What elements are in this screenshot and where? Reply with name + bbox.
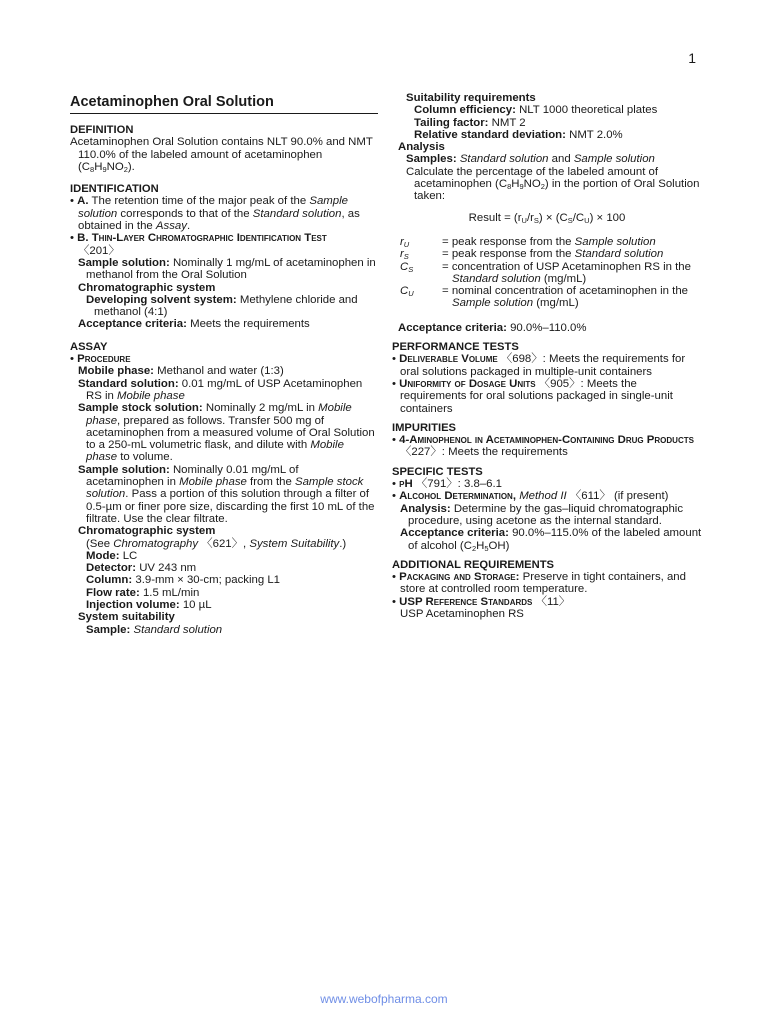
alcohol-test: • Alcohol Determination, Method II 〈611〉 (if present): [392, 490, 669, 503]
suitability-requirements: Suitability requirements Column efficiency: NLT 1000 theoretical plates Tailing factor: NMT 2 Relative standard deviation: NMT 2.0%: [406, 92, 658, 141]
identification-a: • A. The retention time of the major peak of the Sample solution corresponds to that of the Standard solution, as obtained in the Assay.: [70, 195, 360, 233]
additional-heading: ADDITIONAL REQUIREMENTS: [392, 558, 555, 571]
identification-heading: IDENTIFICATION: [70, 183, 159, 196]
analysis: Analysis Samples: Standard solution and Sample solution Calculate the percentage of the labeled amount of acetaminophen $(C_8H_9NO_2)$ in the portion of Oral Solution taken:: [398, 141, 700, 203]
identification-b-detail: Sample solution: Nominally 1 mg/mL of acetaminophen in methanol from the Oral Solution Chromatographic system Developing solvent system: Methylene chloride and methanol (4:1) Acceptance criteria: Meets the requirements: [78, 256, 376, 331]
document-title: Acetaminophen Oral Solution: [70, 94, 378, 114]
variable-row: $C_U$ = nominal concentration of acetaminophen in the Sample solution (mg/mL): [400, 285, 689, 310]
formula-variables: [400, 236, 702, 310]
variable-row: $C_S$ = concentration of USP Acetaminophen RS in the Standard solution (mg/mL): [400, 260, 691, 285]
usp-reference-standards: • USP Reference Standards 〈11〉 USP Acetaminophen RS: [392, 595, 571, 620]
specific-tests-heading: SPECIFIC TESTS: [392, 465, 483, 478]
uniformity-dosage: • Uniformity of Dosage Units 〈905〉: Meets the requirements for oral solutions packaged in single-unit containers: [392, 377, 673, 415]
right-column: [392, 92, 702, 620]
page-number: 1: [688, 50, 696, 66]
footer-link[interactable]: www.webofpharma.com: [320, 992, 448, 1006]
result-formula: Result = $(r_U/r_S) \times (C_S/C_U) \times 100$: [468, 211, 626, 225]
variable-row: $r_S$ = peak response from the Standard solution: [400, 248, 664, 262]
ph-test: • pH 〈791〉: 3.8–6.1: [392, 478, 503, 491]
performance-heading: PERFORMANCE TESTS: [392, 341, 519, 354]
aminophenol-test: • 4-Aminophenol in Acetaminophen-Containing Drug Products 〈227〉: Meets the requirements: [392, 434, 694, 459]
alcohol-detail: Analysis: Determine by the gas–liquid chromatographic procedure, using acetone as the internal standard. Acceptance criteria: 90.0%–115.0% of the labeled amount of alcohol $(C_2H_5OH)$: [400, 502, 702, 553]
deliverable-volume: • Deliverable Volume 〈698〉: Meets the requirements for oral solutions packaged in multiple-unit containers: [392, 353, 686, 378]
assay-detail: Mobile phase: Methanol and water (1:3) Standard solution: 0.01 mg/mL of USP Acetaminophen RS in Mobile phase Sample stock solution: Nominally 2 mg/mL in Mobile phase, prepared as follows. Transfer 500 mg of acetaminophen from a measured volume of Oral Solution to a 250-mL volumetric flask, and dilute with Mobile phase to volume. Sample solution: Nominally 0.01 mg/mL of acetaminophen in Mobile phase from the Sample stock solution. Pass a portion of this solution through a filter of 0.5-µm or finer pore size, discarding the first 10 mL of the filtrate. Use the clear filtrate. Chromatographic system (See Chromatography 〈621〉, System Suitability.) Mode: LC Detector: UV 243 nm Column: 3.9-mm × 30-cm; packing L1 Flow rate: 1.5 mL/min Injection volume: 10 µL System suitability Sample: Standard solution: [78, 365, 375, 636]
definition-text: Acetaminophen Oral Solution contains NLT 90.0% and NMT 110.0% of the labeled amount of acetaminophen $(C_8H_9NO_2)$.: [70, 136, 373, 174]
definition-heading: DEFINITION: [70, 124, 134, 136]
variable-row: $r_U$ = peak response from the Sample solution: [400, 235, 656, 249]
assay-procedure: • Procedure: [70, 353, 131, 366]
impurities-heading: IMPURITIES: [392, 421, 457, 434]
assay-acceptance: Acceptance criteria: 90.0%–110.0%: [398, 321, 587, 334]
assay-heading: ASSAY: [70, 340, 108, 353]
left-column: [70, 92, 378, 636]
packaging-storage: • Packaging and Storage: Preserve in tight containers, and store at controlled room temperature.: [392, 571, 686, 596]
identification-b: • B. Thin-Layer Chromatographic Identification Test 〈201〉: [70, 232, 327, 257]
